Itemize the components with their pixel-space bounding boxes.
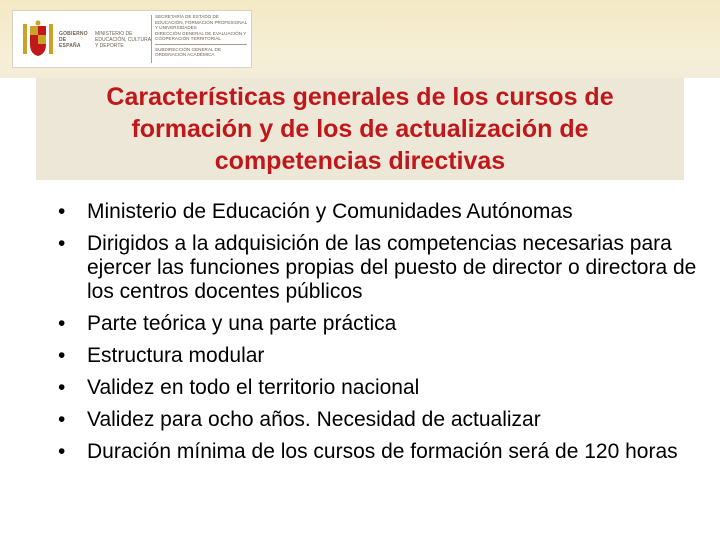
bullet-icon: • xyxy=(58,312,66,335)
bullet-icon: • xyxy=(58,408,66,431)
bullet-text: Estructura modular xyxy=(87,344,265,367)
bullet-text: Ministerio de Educación y Comunidades Autónomas xyxy=(87,200,573,223)
header-band xyxy=(0,0,720,78)
bullet-text: Parte teórica y una parte práctica xyxy=(87,312,397,335)
bullet-item xyxy=(58,312,698,336)
subdirectorate-label: SUBDIRECCIÓN GENERAL DE ORDENACIÓN ACADÉMICA xyxy=(155,46,221,57)
bullet-item xyxy=(58,408,698,432)
ministry-label: MINISTERIO DE EDUCACIÓN, CULTURA Y DEPORTE xyxy=(95,31,151,49)
bullet-text: Dirigidos a la adquisición de las competencias necesarias para ejercer las funciones propias del puesto de director o directora de los centros docentes públicos xyxy=(87,232,697,303)
bullet-icon: • xyxy=(58,376,66,399)
coat-of-arms-icon xyxy=(21,20,55,60)
government-label: GOBIERNO DE ESPAÑA xyxy=(59,31,88,49)
bullet-icon: • xyxy=(58,232,66,255)
bullet-item xyxy=(58,200,698,224)
government-logo xyxy=(12,10,252,68)
department-divider xyxy=(155,44,247,45)
bullet-icon: • xyxy=(58,200,66,223)
bullet-list xyxy=(58,200,698,472)
bullet-item xyxy=(58,232,698,304)
slide-title: Características generales de los cursos de formación y de los de actualización de competencias directivas xyxy=(106,83,614,175)
directorate-label: DIRECCIÓN GENERAL DE EVALUACIÓN Y COOPERACIÓN TERRITORIAL xyxy=(155,30,247,41)
bullet-item xyxy=(58,376,698,400)
bullet-icon: • xyxy=(58,344,66,367)
bullet-text: Duración mínima de los cursos de formación será de 120 horas xyxy=(87,440,678,463)
title-box xyxy=(36,78,684,180)
bullet-item xyxy=(58,440,698,464)
bullet-text: Validez en todo el territorio nacional xyxy=(87,376,420,399)
bullet-item xyxy=(58,344,698,368)
logo-divider xyxy=(151,15,152,63)
bullet-text: Validez para ocho años. Necesidad de actualizar xyxy=(87,408,541,431)
bullet-icon: • xyxy=(58,440,66,463)
logo-departments xyxy=(155,14,247,58)
secretariat-label: SECRETARÍA DE ESTADO DE EDUCACIÓN, FORMACIÓN PROFESIONAL Y UNIVERSIDADES xyxy=(155,14,247,30)
